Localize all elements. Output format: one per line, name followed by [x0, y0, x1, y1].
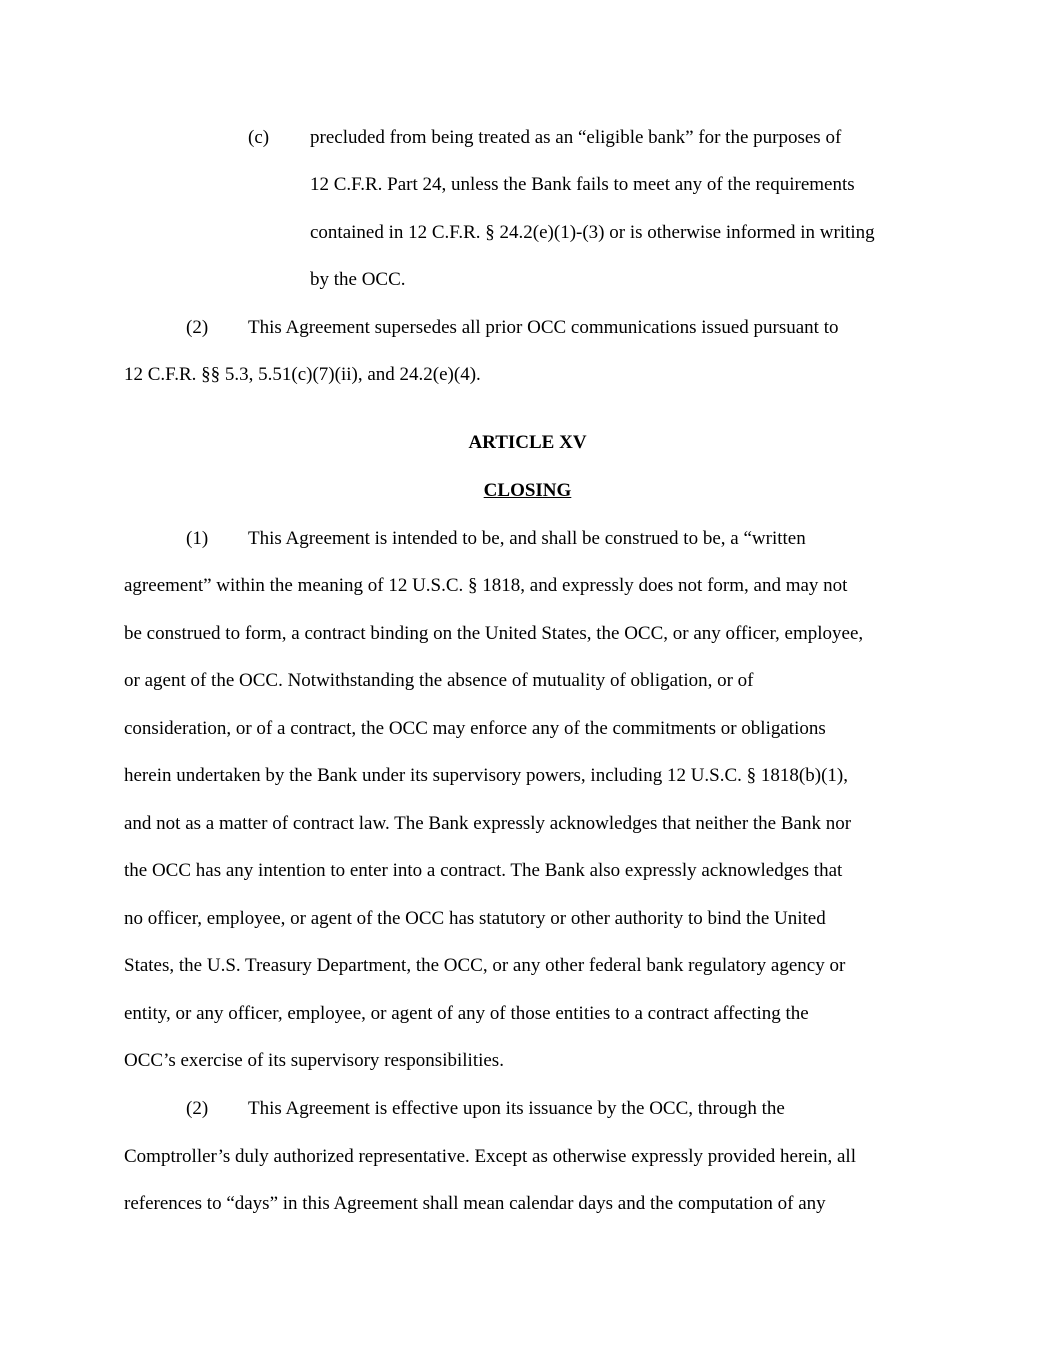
item-c-line-4: by the OCC.: [310, 269, 406, 290]
para-1-line-7: and not as a matter of contract law. The Bank expressly acknowledges that neither the Bank nor: [124, 813, 852, 834]
para-1-line-3: be construed to form, a contract binding on the United States, the OCC, or any officer, employee,: [124, 623, 864, 644]
para-1-line-10: States, the U.S. Treasury Department, the OCC, or any other federal bank regulatory agency or: [124, 955, 846, 976]
para-1-line-11: entity, or any officer, employee, or agent of any of those entities to a contract affecting the: [124, 1003, 809, 1024]
para-1-line-4: or agent of the OCC. Notwithstanding the absence of mutuality of obligation, or of: [124, 670, 754, 691]
item-c-label: (c): [248, 127, 270, 148]
para-2-prior-line-2: 12 C.F.R. §§ 5.3, 5.51(c)(7)(ii), and 24.2(e)(4).: [124, 364, 481, 385]
article-title-text: CLOSING: [483, 480, 572, 501]
para-1-first-line: This Agreement is intended to be, and shall be construed to be, a “written: [248, 528, 806, 549]
item-c-line-2: 12 C.F.R. Part 24, unless the Bank fails to meet any of the requirements: [310, 174, 855, 195]
para-2-prior-label: (2): [186, 317, 209, 338]
para-2-line-3: references to “days” in this Agreement shall mean calendar days and the computation of any: [124, 1193, 826, 1214]
para-1-line-9: no officer, employee, or agent of the OCC has statutory or other authority to bind the United: [124, 908, 826, 929]
para-2-label: (2): [186, 1098, 209, 1119]
para-1-line-12: OCC’s exercise of its supervisory responsibilities.: [124, 1050, 504, 1071]
para-2-first-line: This Agreement is effective upon its issuance by the OCC, through the: [248, 1098, 785, 1119]
item-c-line-1: precluded from being treated as an “eligible bank” for the purposes of: [310, 127, 842, 148]
para-2-line-2: Comptroller’s duly authorized representative. Except as otherwise expressly provided herein, all: [124, 1146, 856, 1167]
para-1-line-2: agreement” within the meaning of 12 U.S.C. § 1818, and expressly does not form, and may not: [124, 575, 848, 596]
para-1-line-6: herein undertaken by the Bank under its supervisory powers, including 12 U.S.C. § 1818(b)(1),: [124, 765, 848, 786]
para-1-line-5: consideration, or of a contract, the OCC may enforce any of the commitments or obligations: [124, 718, 826, 739]
article-title: [0, 479, 1055, 503]
item-c-line-3: contained in 12 C.F.R. § 24.2(e)(1)-(3) or is otherwise informed in writing: [310, 222, 875, 243]
para-1-line-8: the OCC has any intention to enter into a contract. The Bank also expressly acknowledges that: [124, 860, 843, 881]
para-1-label: (1): [186, 528, 209, 549]
para-2-prior-first-line: This Agreement supersedes all prior OCC communications issued pursuant to: [248, 317, 839, 338]
article-number: ARTICLE XV: [468, 432, 587, 453]
